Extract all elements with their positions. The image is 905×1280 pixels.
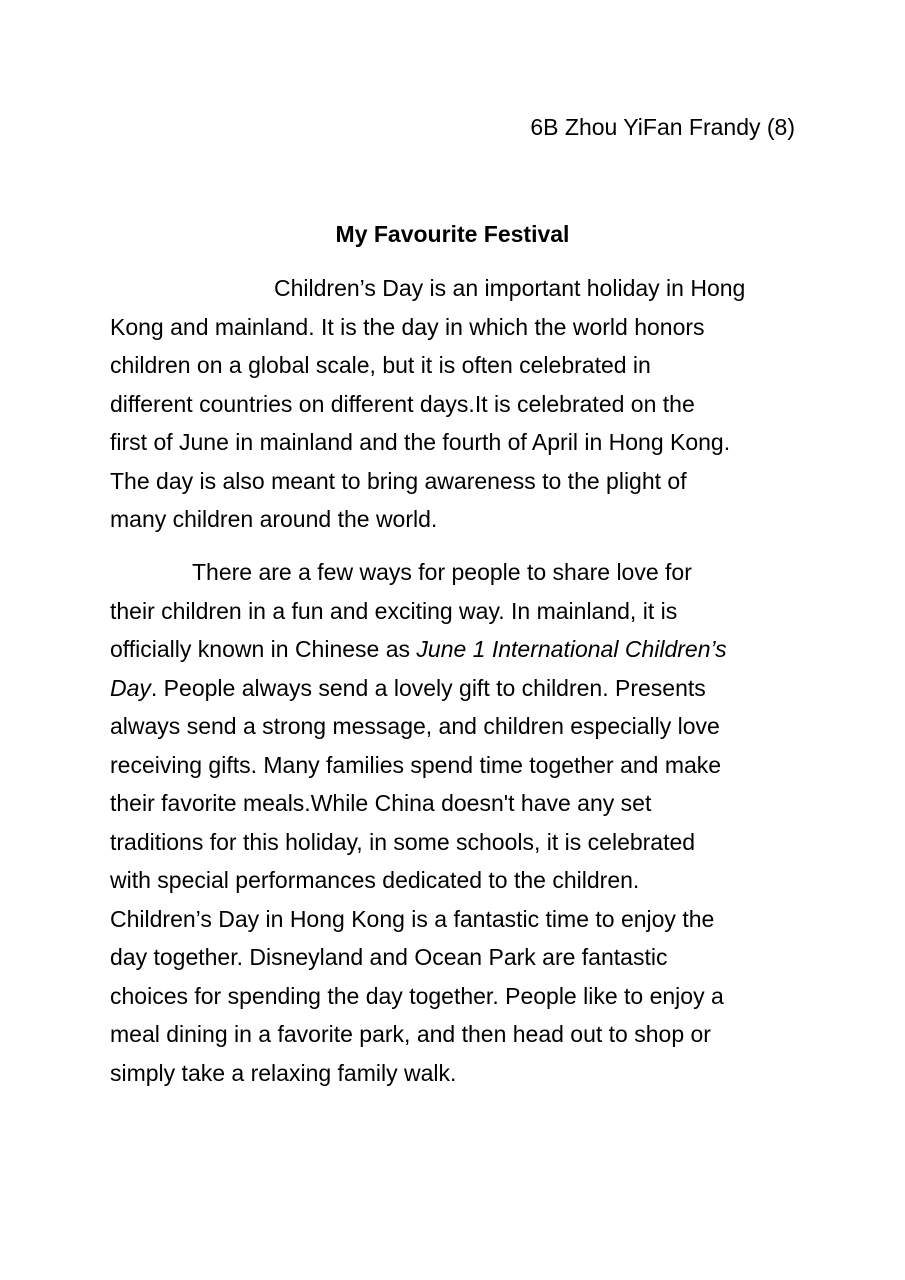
paragraph-line: children on a global scale, but it is often celebrated in (110, 352, 651, 378)
paragraph-line: There are a few ways for people to share love for (192, 559, 692, 585)
paragraph-line: first of June in mainland and the fourth of April in Hong Kong. (110, 429, 731, 455)
paragraph-line: their favorite meals.While China doesn't have any set (110, 790, 652, 816)
paragraph-line (110, 669, 800, 708)
paragraph-line: their children in a fun and exciting way. In mainland, it is (110, 597, 678, 624)
paragraph-line: always send a strong message, and children especially love (110, 713, 720, 739)
essay-title: My Favourite Festival (335, 221, 570, 247)
holiday-name-italic: June 1 International Children’s (416, 636, 727, 662)
paragraph-line: meal dining in a favorite park, and then head out to shop or (110, 1021, 711, 1047)
paragraph-line: simply take a relaxing family walk. (110, 1059, 457, 1086)
paragraph-line: The day is also meant to bring awareness to the plight of (110, 467, 687, 494)
paragraph-line: day together. Disneyland and Ocean Park are fantastic (110, 944, 668, 970)
paragraph-line: receiving gifts. Many families spend time together and make (110, 751, 722, 778)
paragraph-line: traditions for this holiday, in some schools, it is celebrated (110, 828, 696, 855)
paragraph-line: Children’s Day in Hong Kong is a fantastic time to enjoy the (110, 905, 715, 932)
paragraph-2 (110, 553, 800, 1092)
paragraph-text: officially known in Chinese as (110, 636, 417, 662)
paragraph-line: with special performances dedicated to the children. (110, 867, 640, 893)
paragraph-text: . People always send a lovely gift to children. Presents (150, 674, 706, 701)
paragraph-line: Kong and mainland. It is the day in which the world honors (110, 313, 705, 340)
paragraph-line: many children around the world. (110, 506, 438, 532)
paragraph-line: Children’s Day is an important holiday in Hong (274, 275, 746, 301)
paragraph-line: choices for spending the day together. People like to enjoy a (110, 982, 724, 1009)
author-line: 6B Zhou YiFan Frandy (8) (530, 114, 795, 140)
holiday-name-italic: Day (110, 674, 151, 701)
paragraph-1 (110, 269, 800, 539)
paragraph-line (110, 630, 800, 669)
paragraph-line: different countries on different days.It is celebrated on the (110, 390, 695, 417)
